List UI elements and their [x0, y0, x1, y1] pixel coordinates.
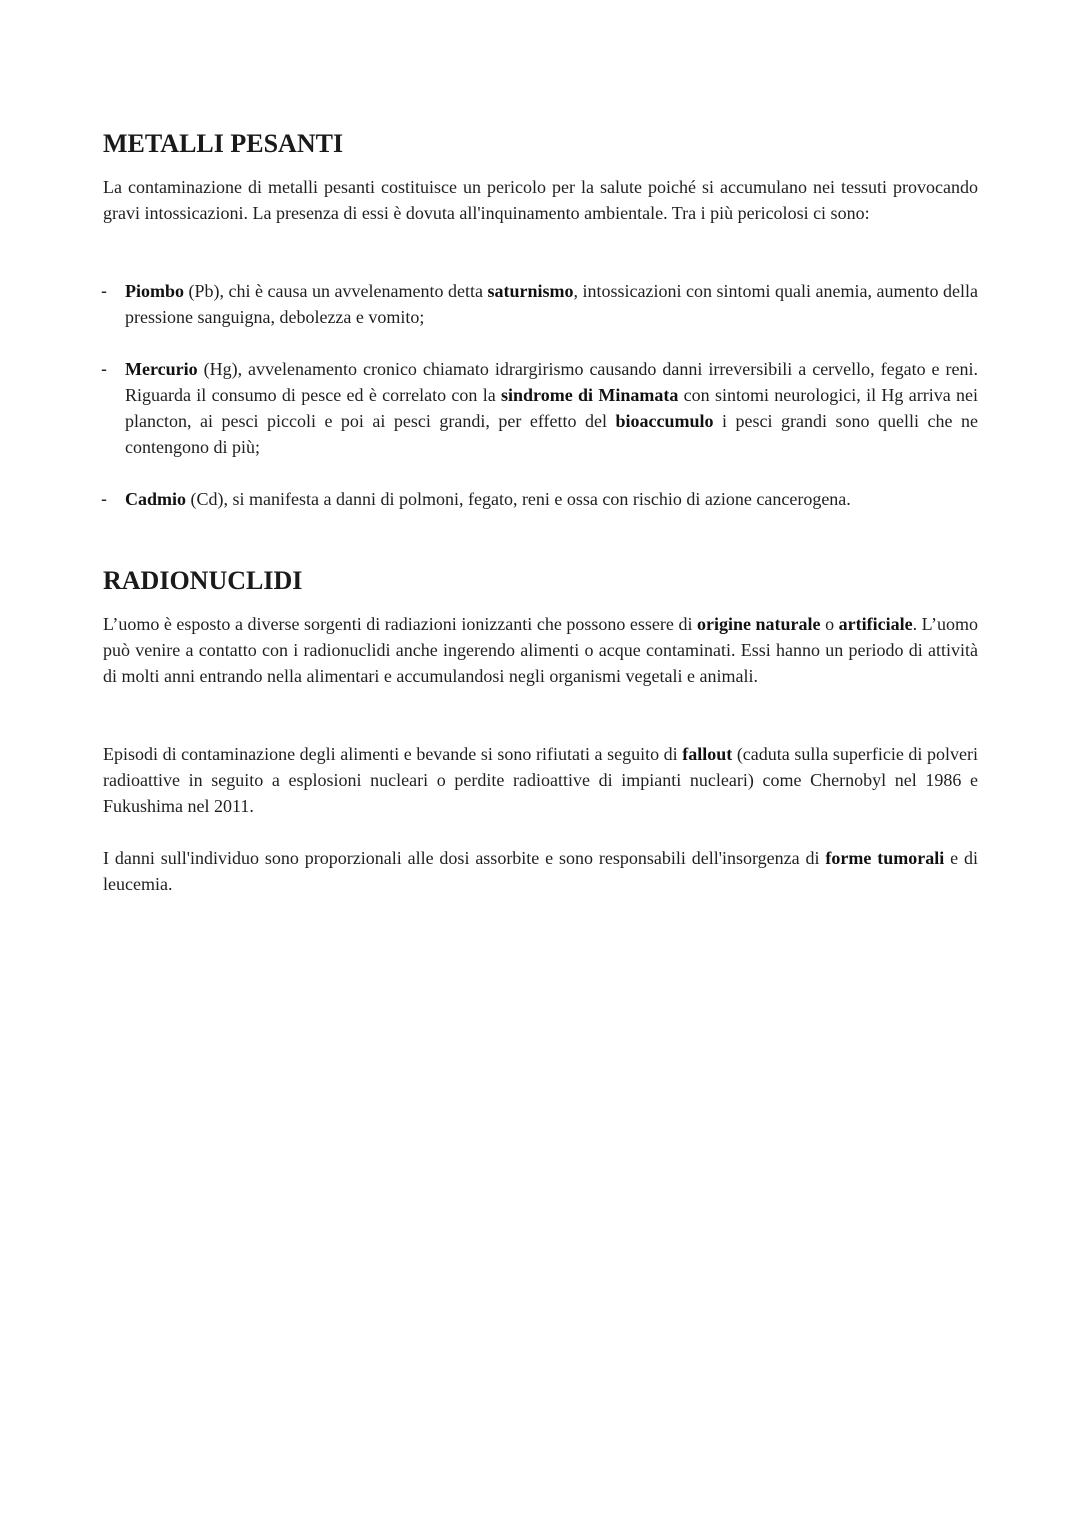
term-cadmio: Cadmio — [125, 489, 187, 509]
term-forme-tumorali: forme tumorali — [825, 848, 945, 868]
list-item-text: Piombo (Pb), chi è causa un avvelenamento detta saturnismo, intossicazioni con sintomi quali anemia, aumento della pressione sanguigna, debolezza e vomito; — [125, 281, 978, 327]
term-origine-naturale: origine naturale — [697, 614, 821, 634]
term-saturnismo: saturnismo — [487, 281, 574, 301]
radionuclidi-paragraph-1: L’uomo è esposto a diverse sorgenti di radiazioni ionizzanti che possono essere di origine naturale o artificiale. L’uomo può venire a contatto con i radionuclidi anche ingerendo alimenti o acque contaminati. Essi hanno un periodo di attività di molti anni entrando nella alimentari e accumulandosi negli organismi vegetali e animali. — [103, 614, 979, 686]
list-item-text: Mercurio (Hg), avvelenamento cronico chiamato idrargirismo causando danni irreversibili a cervello, fegato e reni. Riguarda il consumo di pesce ed è correlato con la sindrome di Minamata con sintomi neurologici, il Hg arriva nei plancton, ai pesci piccoli e poi ai pesci grandi, per effetto del bioaccumulo i pesci grandi sono quelli che ne contengono di più; — [125, 359, 978, 457]
metalli-intro-paragraph: La contaminazione di metalli pesanti costituisce un pericolo per la salute poiché si accumulano nei tessuti provocando gravi intossicazioni. La presenza di essi è dovuta all'inquinamento ambientale. Tra i più pericolosi ci sono: — [103, 177, 978, 223]
radionuclidi-paragraph-3: I danni sull'individuo sono proporzionali alle dosi assorbite e sono responsabili dell'insorgenza di forme tumorali e di leucemia. — [103, 848, 978, 894]
term-mercurio: Mercurio — [125, 359, 198, 379]
list-item-cadmio — [103, 486, 978, 512]
list-dash: - — [101, 489, 107, 509]
term-bioaccumulo: bioaccumulo — [615, 411, 714, 431]
list-item-mercurio — [103, 356, 978, 460]
term-piombo: Piombo — [125, 281, 185, 301]
section-title-metalli-pesanti: METALLI PESANTI — [103, 129, 344, 158]
list-item-piombo — [103, 278, 978, 330]
list-dash: - — [101, 359, 107, 379]
term-fallout: fallout — [682, 744, 733, 764]
term-sindrome-minamata: sindrome di Minamata — [501, 385, 679, 405]
radionuclidi-paragraph-2: Episodi di contaminazione degli alimenti e bevande si sono rifiutati a seguito di fallout (caduta sulla superficie di polveri radioattive in seguito a esplosioni nucleari o perdite radioattive di impianti nucleari) come Chernobyl nel 1986 e Fukushima nel 2011. — [103, 744, 978, 816]
term-artificiale: artificiale — [838, 614, 913, 634]
list-item-text: Cadmio (Cd), si manifesta a danni di polmoni, fegato, reni e ossa con rischio di azione cancerogena. — [125, 489, 851, 509]
section-title-radionuclidi: RADIONUCLIDI — [103, 566, 303, 595]
list-dash: - — [101, 281, 107, 301]
